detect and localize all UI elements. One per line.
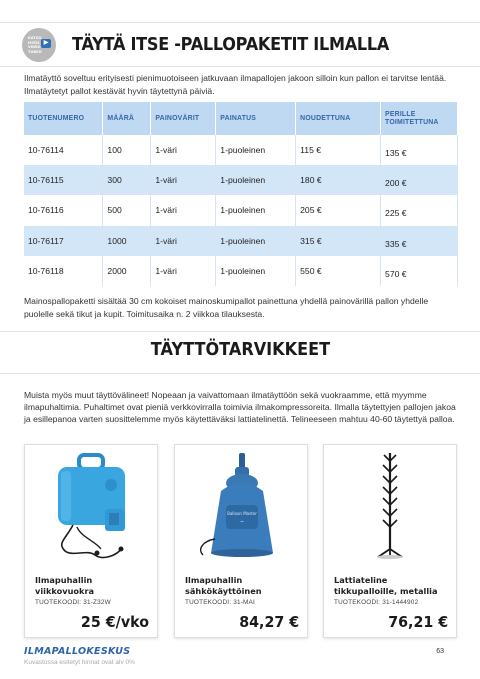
video-badge-text: KATSO MYÖS VIDEO TUBEO <box>28 36 42 54</box>
cell-print-colors: 1-väri <box>151 256 216 286</box>
table-row <box>24 195 458 225</box>
cell-quantity: 2000 <box>103 256 151 286</box>
table-header-row <box>24 102 458 135</box>
air-pump-icon <box>25 445 157 565</box>
page-number: 63 <box>436 648 444 655</box>
cell-delivered-price: 135 € <box>381 135 458 165</box>
intro-text: Ilmatäyttö soveltuu erityisesti pienimuotoiseen jatkuvaan ilmapallojen jakoon silloin kun pallon ei tarvitse lentää. Ilmatäytetyt pallot kestävät hyvin täytettynä päiviä. <box>24 73 447 96</box>
cell-delivered-price: 200 € <box>381 165 458 195</box>
product-code: TUOTEKOODI: 31-1444902 <box>334 599 419 606</box>
product-code: TUOTEKOODI: 31-Z32W <box>35 599 111 606</box>
cell-print-colors: 1-väri <box>151 195 216 225</box>
product-price: 25 €/vko <box>80 613 149 631</box>
col-header-product-number: TUOTENUMERO <box>24 102 103 135</box>
top-divider <box>0 22 480 23</box>
col-header-quantity: MÄÄRÄ <box>103 102 151 135</box>
table-row <box>24 256 458 286</box>
video-badge[interactable] <box>22 28 56 62</box>
cell-picked-up-price: 315 € <box>296 226 381 256</box>
cell-printing: 1-puoleinen <box>216 226 296 256</box>
col-header-delivered: PERILLE TOIMITETTUNA <box>381 102 458 135</box>
youtube-icon: ▶ <box>41 39 51 48</box>
cell-printing: 1-puoleinen <box>216 256 296 286</box>
cell-printing: 1-puoleinen <box>216 195 296 225</box>
cell-picked-up-price: 180 € <box>296 165 381 195</box>
cell-picked-up-price: 550 € <box>296 256 381 286</box>
page-title: TÄYTÄ ITSE -PALLOPAKETIT ILMALLA <box>72 35 390 55</box>
electric-inflator-icon <box>175 445 307 565</box>
col-header-picked-up: NOUDETTUNA <box>296 102 381 135</box>
product-code: TUOTEKOODI: 31-MAI <box>185 599 255 606</box>
cell-picked-up-price: 205 € <box>296 195 381 225</box>
brand-logo: ILMAPALLOKESKUS <box>24 646 131 657</box>
product-price: 76,21 € <box>387 613 448 631</box>
cell-quantity: 1000 <box>103 226 151 256</box>
vat-note: Kuvastossa esitetyt hinnat ovat alv 0% <box>24 659 135 666</box>
table-row <box>24 165 458 195</box>
cell-delivered-price: 335 € <box>381 226 458 256</box>
cell-product-number: 10-76114 <box>24 135 103 165</box>
col-header-print-colors: PAINOVÄRIT <box>151 102 216 135</box>
svg-text:~: ~ <box>239 519 245 525</box>
product-name: Ilmapuhallin sähkökäyttöinen <box>185 575 262 596</box>
cell-printing: 1-puoleinen <box>216 165 296 195</box>
cell-print-colors: 1-väri <box>151 135 216 165</box>
cell-product-number: 10-76117 <box>24 226 103 256</box>
product-name: Lattiateline tikkupalloille, metallia <box>334 575 438 596</box>
cell-product-number: 10-76115 <box>24 165 103 195</box>
product-name: Ilmapuhallin viikkovuokra <box>35 575 95 596</box>
cell-product-number: 10-76116 <box>24 195 103 225</box>
cell-quantity: 300 <box>103 165 151 195</box>
cell-product-number: 10-76118 <box>24 256 103 286</box>
cell-delivered-price: 570 € <box>381 256 458 286</box>
section-divider <box>0 373 480 374</box>
cell-print-colors: 1-väri <box>151 226 216 256</box>
section-header-1 <box>22 24 462 66</box>
col-header-printing: PAINATUS <box>216 102 296 135</box>
section-title-accessories: TÄYTTÖTARVIKKEET <box>150 340 330 360</box>
cell-print-colors: 1-väri <box>151 165 216 195</box>
product-card-electric-inflator[interactable] <box>174 444 308 638</box>
cell-printing: 1-puoleinen <box>216 135 296 165</box>
floor-stand-icon <box>324 445 456 565</box>
table-row <box>24 135 458 165</box>
cell-delivered-price: 225 € <box>381 195 458 225</box>
device-label: Balloon Master <box>227 511 257 516</box>
cell-picked-up-price: 115 € <box>296 135 381 165</box>
cell-quantity: 500 <box>103 195 151 225</box>
product-price: 84,27 € <box>238 613 299 631</box>
cell-quantity: 100 <box>103 135 151 165</box>
table-row <box>24 226 458 256</box>
package-note: Mainospallopaketti sisältää 30 cm kokoiset mainoskumipallot painettuna yhdellä painovärillä pallon yhdelle puolelle sekä tikut ja kupit. Toimitusaika n. 2 viikkoa tilauksesta. <box>24 296 429 319</box>
product-card-floor-stand[interactable] <box>323 444 457 638</box>
price-table <box>24 102 458 286</box>
product-card-air-pump-rental[interactable] <box>24 444 158 638</box>
accessories-text: Muista myös muut täyttövälineet! Nopeaan ja vaivattomaan ilmatäyttöön sekä vuokraamme, että myymme ilmapuhaltimia. Puhaltimet ovat pieniä verkkovirralla toimivia ilmakompressoreita. Ilmalla täytettyjen pallojen jakoa ja esillepanoa varten suosittelemme myös käytettäväksi lattiatelinettä. Telineeseen mahtuu 40-60 täytettyä palloa. <box>24 390 456 425</box>
section-divider <box>0 331 480 332</box>
title-divider <box>0 66 480 67</box>
